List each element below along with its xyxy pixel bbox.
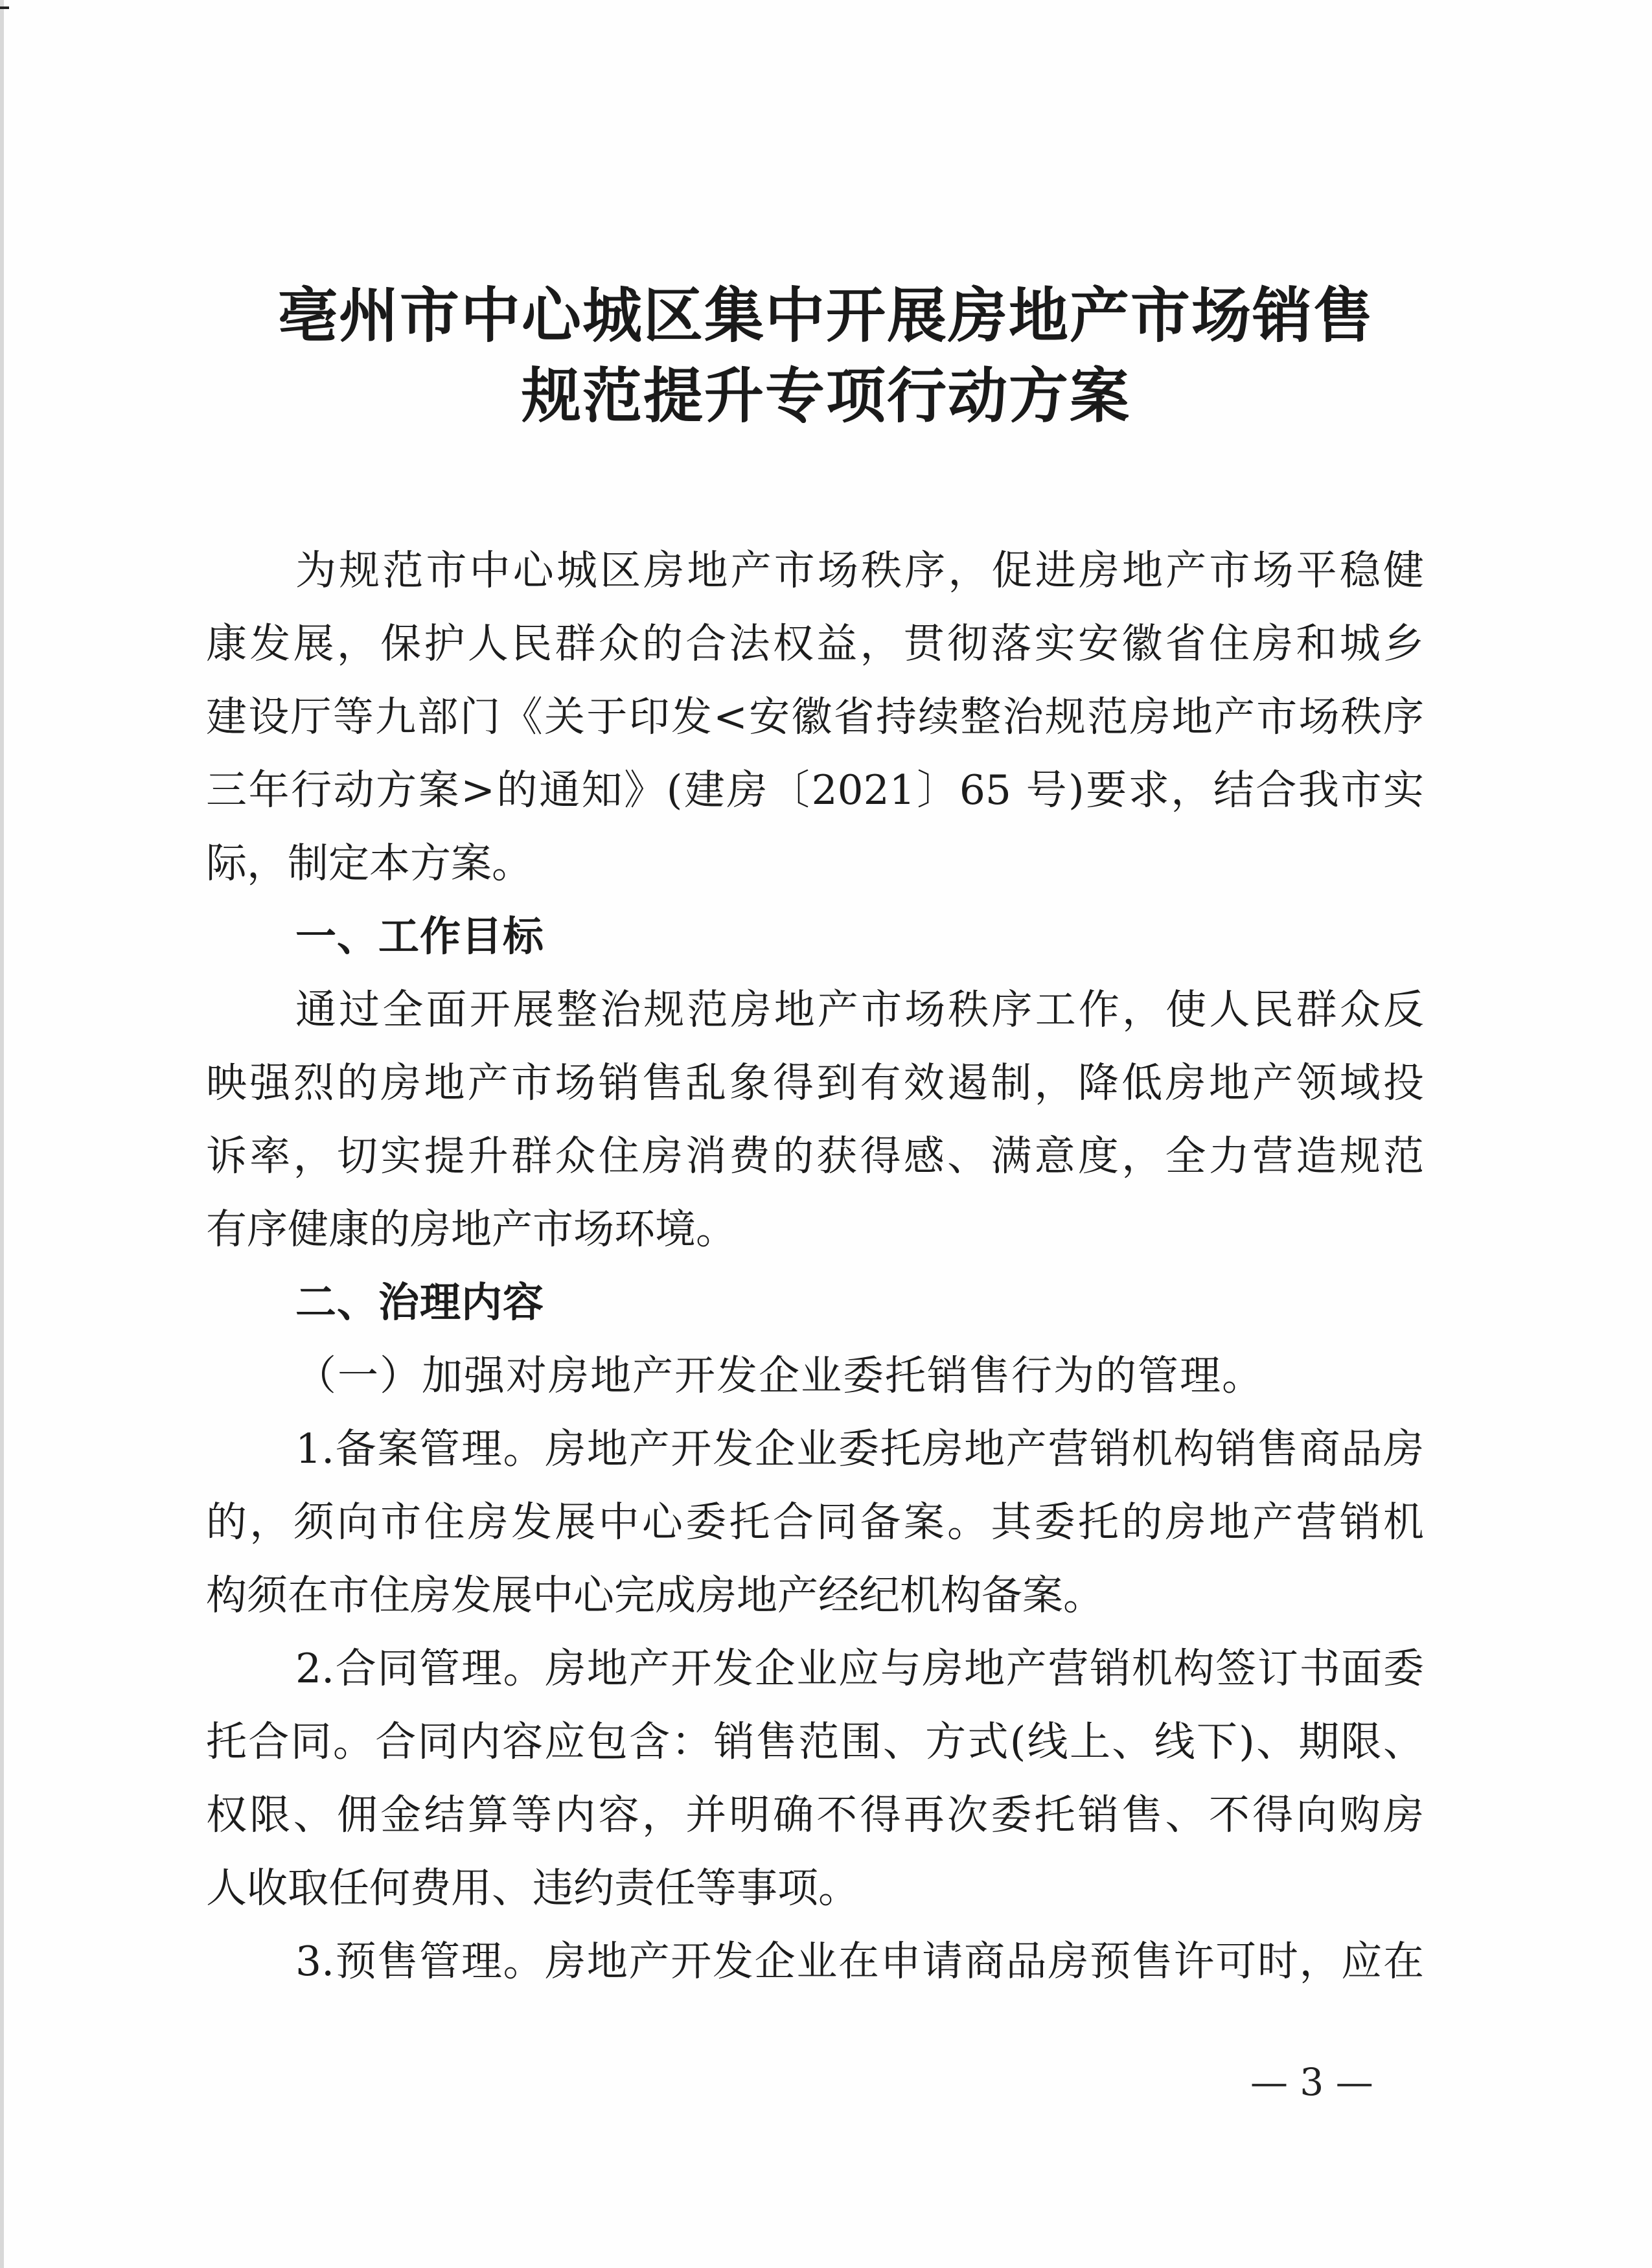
item3-line-1: 3.预售管理。房地产开发企业在申请商品房预售许可时，应在 (295, 1938, 1424, 1985)
section-heading-goals: 一、工作目标 (295, 913, 544, 960)
title-line-1: 亳州市中心城区集中开展房地产市场销售 (277, 281, 1374, 350)
section-heading-content: 二、治理内容 (295, 1279, 544, 1326)
item1-line-3: 构须在市住房发展中心完成房地产经纪机构备案。 (206, 1572, 1104, 1619)
item2-line-3: 权限、佣金结算等内容，并明确不得再次委托销售、不得向购房 (206, 1791, 1424, 1838)
intro-line-3: 建设厅等九部门《关于印发<安徽省持续整治规范房地产市场秩序 (206, 693, 1424, 740)
item2-line-1: 2.合同管理。房地产开发企业应与房地产营销机构签订书面委 (295, 1645, 1424, 1692)
document-title (162, 275, 1490, 436)
intro-line-5: 际，制定本方案。 (206, 840, 533, 887)
document-body (206, 534, 1424, 1998)
intro-line-4: 三年行动方案>的通知》(建房〔2021〕65 号)要求，结合我市实 (206, 766, 1424, 814)
item-3-paragraph (206, 1925, 1424, 1998)
intro-line-2: 康发展，保护人民群众的合法权益，贯彻落实安徽省住房和城乡 (206, 620, 1424, 667)
intro-paragraph (206, 534, 1424, 900)
item2-line-4: 人收取任何费用、违约责任等事项。 (206, 1864, 859, 1912)
item2-line-2: 托合同。合同内容应包含：销售范围、方式(线上、线下)、期限、 (206, 1718, 1424, 1765)
title-line-2: 规范提升专项行动方案 (521, 361, 1130, 431)
item1-line-1: 1.备案管理。房地产开发企业委托房地产营销机构销售商品房 (295, 1425, 1424, 1472)
scan-edge-mark (0, 6, 9, 9)
subsection-heading-1: （一）加强对房地产开发企业委托销售行为的管理。 (295, 1352, 1264, 1399)
intro-line-1: 为规范市中心城区房地产市场秩序，促进房地产市场平稳健 (295, 547, 1424, 594)
goals-paragraph (206, 973, 1424, 1266)
goals-line-3: 诉率，切实提升群众住房消费的获得感、满意度，全力营造规范 (206, 1132, 1424, 1180)
page-number: — 3 — (1250, 2060, 1373, 2104)
item-2-paragraph (206, 1632, 1424, 1925)
item-1-paragraph (206, 1412, 1424, 1632)
goals-line-4: 有序健康的房地产市场环境。 (206, 1206, 737, 1253)
item1-line-2: 的，须向市住房发展中心委托合同备案。其委托的房地产营销机 (206, 1498, 1424, 1546)
goals-line-1: 通过全面开展整治规范房地产市场秩序工作，使人民群众反 (295, 986, 1424, 1033)
goals-line-2: 映强烈的房地产市场销售乱象得到有效遏制，降低房地产领域投 (206, 1059, 1424, 1106)
scan-edge (0, 0, 4, 2268)
